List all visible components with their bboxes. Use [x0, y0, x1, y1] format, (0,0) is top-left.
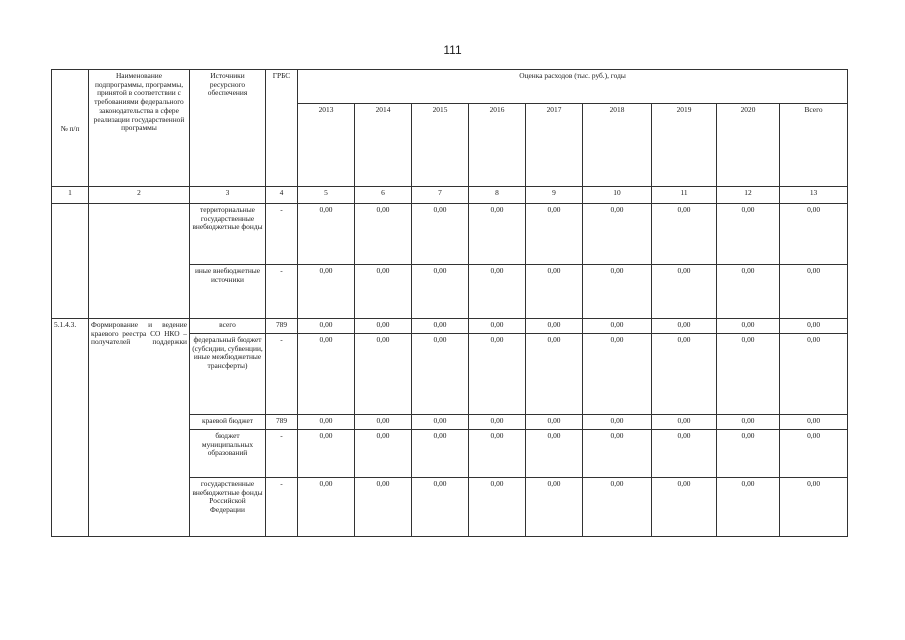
- source-cell: территориальные государственные внебюджетные фонды: [190, 204, 266, 265]
- value-cell: 0,00: [298, 204, 355, 265]
- value-cell: 0,00: [412, 415, 469, 430]
- total-cell: 0,00: [780, 319, 848, 334]
- value-cell: 0,00: [652, 265, 717, 319]
- column-number: 12: [717, 187, 780, 204]
- source-cell: краевой бюджет: [190, 415, 266, 430]
- value-cell: 0,00: [583, 334, 652, 415]
- column-number-row: [52, 187, 848, 204]
- value-cell: 0,00: [298, 415, 355, 430]
- header-year: 2020: [717, 104, 780, 187]
- value-cell: 0,00: [526, 319, 583, 334]
- value-cell: 0,00: [355, 415, 412, 430]
- value-cell: 0,00: [412, 204, 469, 265]
- value-cell: 0,00: [717, 478, 780, 537]
- value-cell: 0,00: [355, 334, 412, 415]
- value-cell: 0,00: [298, 319, 355, 334]
- value-cell: 0,00: [298, 334, 355, 415]
- value-cell: 0,00: [412, 319, 469, 334]
- total-cell: 0,00: [780, 265, 848, 319]
- header-year: 2016: [469, 104, 526, 187]
- item-name-cell: [89, 204, 190, 319]
- value-cell: 0,00: [412, 478, 469, 537]
- column-number: 1: [52, 187, 89, 204]
- column-number: 13: [780, 187, 848, 204]
- value-cell: 0,00: [298, 265, 355, 319]
- header-year: 2017: [526, 104, 583, 187]
- total-cell: 0,00: [780, 430, 848, 478]
- grbs-cell: -: [266, 478, 298, 537]
- grbs-cell: -: [266, 430, 298, 478]
- column-number: 3: [190, 187, 266, 204]
- value-cell: 0,00: [298, 430, 355, 478]
- column-number: 8: [469, 187, 526, 204]
- value-cell: 0,00: [469, 430, 526, 478]
- value-cell: 0,00: [355, 265, 412, 319]
- table-row: [52, 319, 848, 334]
- value-cell: 0,00: [583, 319, 652, 334]
- value-cell: 0,00: [717, 204, 780, 265]
- column-number: 11: [652, 187, 717, 204]
- value-cell: 0,00: [355, 430, 412, 478]
- value-cell: 0,00: [469, 204, 526, 265]
- item-name: Формирование и ведение краевого реестра СО НКО – получателей поддержки: [89, 319, 190, 537]
- value-cell: 0,00: [652, 319, 717, 334]
- value-cell: 0,00: [583, 415, 652, 430]
- value-cell: 0,00: [469, 478, 526, 537]
- grbs-cell: -: [266, 334, 298, 415]
- value-cell: 0,00: [652, 204, 717, 265]
- column-number: 9: [526, 187, 583, 204]
- value-cell: 0,00: [526, 334, 583, 415]
- value-cell: 0,00: [526, 204, 583, 265]
- value-cell: 0,00: [526, 478, 583, 537]
- value-cell: 0,00: [355, 319, 412, 334]
- header-year: 2013: [298, 104, 355, 187]
- item-number-cell: [52, 204, 89, 319]
- column-number: 10: [583, 187, 652, 204]
- value-cell: 0,00: [583, 265, 652, 319]
- header-source: Источники ресурсного обеспечения: [190, 70, 266, 187]
- total-cell: 0,00: [780, 478, 848, 537]
- value-cell: 0,00: [652, 430, 717, 478]
- source-cell: государственные внебюджетные фонды Российской Федерации: [190, 478, 266, 537]
- value-cell: 0,00: [652, 334, 717, 415]
- value-cell: 0,00: [469, 334, 526, 415]
- header-row-1: [52, 70, 848, 104]
- header-estimate: Оценка расходов (тыс. руб.), годы: [298, 70, 848, 104]
- header-year: 2015: [412, 104, 469, 187]
- column-number: 4: [266, 187, 298, 204]
- value-cell: 0,00: [652, 415, 717, 430]
- value-cell: 0,00: [717, 334, 780, 415]
- value-cell: 0,00: [717, 265, 780, 319]
- grbs-cell: 789: [266, 319, 298, 334]
- header-year: 2018: [583, 104, 652, 187]
- total-cell: 0,00: [780, 334, 848, 415]
- column-number: 7: [412, 187, 469, 204]
- grbs-cell: -: [266, 204, 298, 265]
- header-year: 2014: [355, 104, 412, 187]
- value-cell: 0,00: [469, 319, 526, 334]
- expenditure-table: [51, 69, 848, 537]
- value-cell: 0,00: [355, 478, 412, 537]
- header-name: Наименование подпрограммы, программы, принятой в соответствии с требованиями федерального законодательства в сфере реализации государственной программы: [89, 70, 190, 187]
- grbs-cell: 789: [266, 415, 298, 430]
- column-number: 5: [298, 187, 355, 204]
- value-cell: 0,00: [717, 430, 780, 478]
- value-cell: 0,00: [298, 478, 355, 537]
- grbs-cell: -: [266, 265, 298, 319]
- value-cell: 0,00: [652, 478, 717, 537]
- page-number: 111: [443, 43, 462, 57]
- value-cell: 0,00: [412, 265, 469, 319]
- value-cell: 0,00: [469, 265, 526, 319]
- total-cell: 0,00: [780, 415, 848, 430]
- source-cell: бюджет муниципальных образований: [190, 430, 266, 478]
- header-year: 2019: [652, 104, 717, 187]
- value-cell: 0,00: [717, 319, 780, 334]
- column-number: 6: [355, 187, 412, 204]
- item-number: 5.1.4.3.: [52, 319, 89, 537]
- value-cell: 0,00: [412, 430, 469, 478]
- header-grbs: ГРБС: [266, 70, 298, 187]
- value-cell: 0,00: [469, 415, 526, 430]
- value-cell: 0,00: [717, 415, 780, 430]
- value-cell: 0,00: [355, 204, 412, 265]
- value-cell: 0,00: [583, 430, 652, 478]
- value-cell: 0,00: [583, 204, 652, 265]
- header-total: Всего: [780, 104, 848, 187]
- total-cell: 0,00: [780, 204, 848, 265]
- value-cell: 0,00: [526, 430, 583, 478]
- source-cell: иные внебюджетные источники: [190, 265, 266, 319]
- header-number: № п/п: [52, 70, 89, 187]
- value-cell: 0,00: [412, 334, 469, 415]
- source-cell: всего: [190, 319, 266, 334]
- value-cell: 0,00: [583, 478, 652, 537]
- column-number: 2: [89, 187, 190, 204]
- source-cell: федеральный бюджет (субсидии, субвенции, иные межбюджетные трансферты): [190, 334, 266, 415]
- table-row: [52, 204, 848, 265]
- value-cell: 0,00: [526, 415, 583, 430]
- value-cell: 0,00: [526, 265, 583, 319]
